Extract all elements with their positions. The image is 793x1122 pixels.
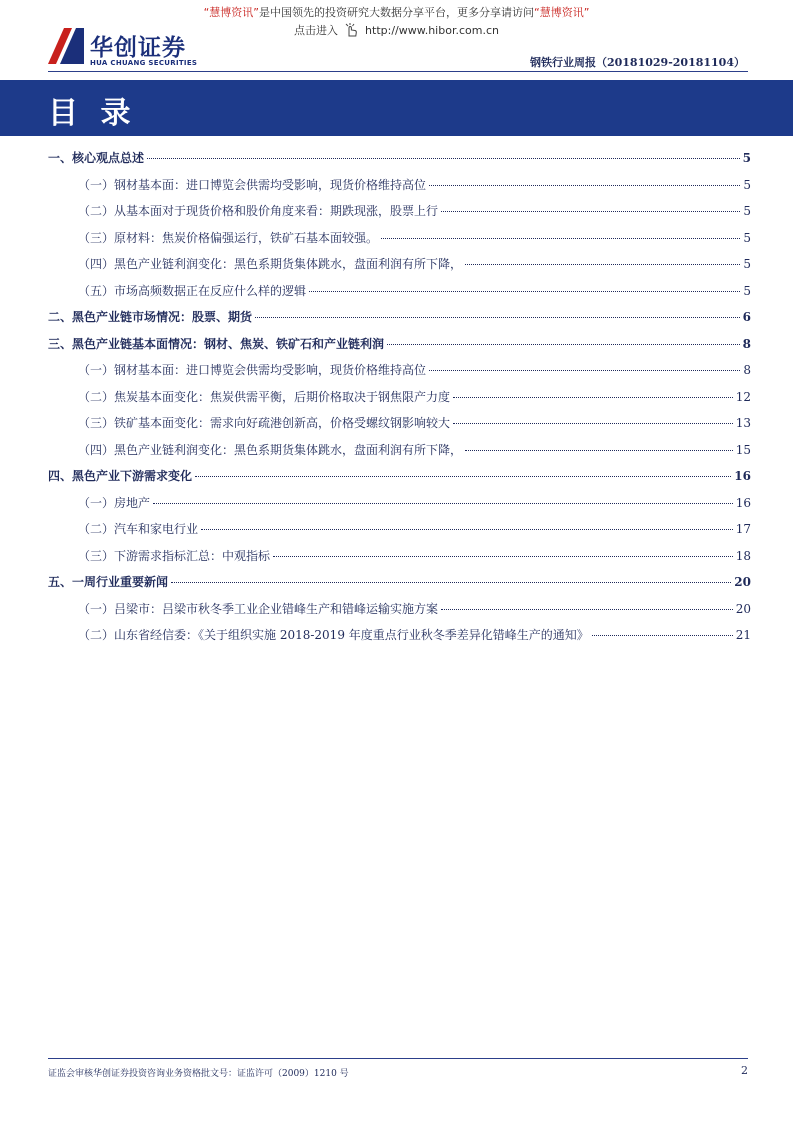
- toc-entry-page: 5: [743, 283, 751, 298]
- toc-entry[interactable]: [48, 572, 751, 599]
- table-of-contents: [48, 148, 751, 652]
- toc-entry-page: 13: [735, 416, 751, 430]
- toc-entry-title: （四）黑色产业链利润变化：黑色系期货集体跳水，盘面利润有所下降，: [78, 442, 463, 457]
- toc-entry-page: 15: [735, 442, 751, 457]
- banner-brand: “慧博资讯”: [203, 6, 259, 19]
- toc-leader-dots: [171, 582, 731, 583]
- toc-entry-page: 6: [742, 310, 751, 324]
- toc-entry[interactable]: [48, 440, 751, 467]
- toc-entry-title: （三）下游需求指标汇总：中观指标: [78, 548, 271, 563]
- toc-entry-title: （二）汽车和家电行业: [78, 522, 199, 536]
- toc-leader-dots: [273, 556, 733, 557]
- toc-entry-title: （一）房地产: [78, 495, 151, 510]
- toc-entry-page: 8: [743, 363, 751, 377]
- toc-leader-dots: [441, 609, 733, 610]
- toc-entry-page: 17: [735, 522, 751, 536]
- toc-entry-title: 四、黑色产业下游需求变化: [48, 469, 193, 483]
- toc-entry-page: 5: [743, 230, 751, 245]
- toc-entry-page: 5: [743, 177, 751, 192]
- promo-banner: [0, 4, 793, 20]
- toc-entry-page: 16: [735, 495, 751, 510]
- logo-name-cn: 华创证券: [90, 35, 186, 61]
- toc-entry[interactable]: [48, 599, 751, 626]
- toc-leader-dots: [309, 291, 740, 292]
- toc-entry-page: 18: [735, 548, 751, 563]
- toc-leader-dots: [201, 529, 733, 530]
- toc-entry[interactable]: [48, 625, 751, 652]
- toc-entry[interactable]: [48, 546, 751, 573]
- toc-entry-title: （三）原材料：焦炭价格偏强运行，铁矿石基本面较强。: [78, 230, 379, 245]
- toc-entry-page: 5: [743, 257, 751, 271]
- toc-entry[interactable]: [48, 360, 751, 387]
- toc-leader-dots: [441, 211, 740, 212]
- toc-entry-title: （二）从基本面对于现货价格和股价角度来看：期跌现涨，股票上行: [78, 204, 439, 218]
- toc-entry-page: 16: [734, 469, 751, 483]
- header-divider: [48, 71, 748, 72]
- toc-entry-title: 一、核心观点总述: [48, 151, 145, 165]
- click-text[interactable]: 点击进入: [294, 24, 339, 37]
- toc-entry[interactable]: [48, 413, 751, 440]
- logo-mark-icon: [48, 26, 86, 64]
- toc-entry[interactable]: [48, 334, 751, 361]
- pointing-hand-icon: [344, 23, 360, 37]
- toc-leader-dots: [429, 370, 740, 371]
- toc-entry-page: 20: [735, 601, 751, 616]
- toc-entry[interactable]: [48, 387, 751, 414]
- toc-entry[interactable]: [48, 254, 751, 281]
- toc-entry-title: （二）焦炭基本面变化：焦炭供需平衡，后期价格取决于钢焦限产力度: [78, 389, 451, 404]
- toc-leader-dots: [429, 185, 740, 186]
- toc-leader-dots: [465, 450, 733, 451]
- toc-entry-page: 8: [742, 336, 751, 351]
- company-logo: [48, 26, 198, 68]
- page-title: 目 录: [48, 96, 137, 131]
- toc-entry[interactable]: [48, 228, 751, 255]
- toc-entry-title: （三）铁矿基本面变化：需求向好疏港创新高，价格受螺纹钢影响较大: [78, 416, 451, 430]
- toc-leader-dots: [453, 397, 733, 398]
- toc-entry[interactable]: [48, 281, 751, 308]
- footer-page-number: 2: [741, 1064, 748, 1077]
- toc-entry-title: 二、黑色产业链市场情况：股票、期货: [48, 310, 253, 324]
- toc-entry-title: （一）吕梁市：吕梁市秋冬季工业企业错峰生产和错峰运输实施方案: [78, 601, 439, 616]
- footer-divider: [48, 1058, 748, 1059]
- toc-entry-title: （四）黑色产业链利润变化：黑色系期货集体跳水，盘面利润有所下降，: [78, 257, 463, 271]
- toc-entry-page: 5: [742, 151, 751, 165]
- toc-leader-dots: [153, 503, 733, 504]
- toc-entry-page: 21: [735, 628, 751, 642]
- toc-leader-dots: [381, 238, 740, 239]
- toc-entry-title: （五）市场高频数据正在反应什么样的逻辑: [78, 283, 307, 298]
- toc-entry-page: 12: [735, 389, 751, 404]
- banner-text: 是中国领先的投资研究大数据分享平台，更多分享请访问: [259, 6, 534, 19]
- banner-url-link[interactable]: http://www.hibor.com.cn: [365, 24, 499, 37]
- toc-entry[interactable]: [48, 307, 751, 334]
- toc-leader-dots: [387, 344, 740, 345]
- footer-license: 证监会审核华创证券投资咨询业务资格批文号：证监许可（2009）1210 号: [48, 1069, 349, 1079]
- toc-leader-dots: [195, 476, 731, 477]
- toc-entry[interactable]: [48, 175, 751, 202]
- toc-entry-title: 五、一周行业重要新闻: [48, 575, 169, 589]
- title-band: [0, 80, 793, 136]
- toc-entry-page: 5: [743, 204, 751, 218]
- banner-brand-2: “慧博资讯”: [534, 6, 590, 19]
- toc-entry[interactable]: [48, 201, 751, 228]
- toc-entry-title: （一）钢材基本面：进口博览会供需均受影响，现货价格维持高位: [78, 177, 427, 192]
- toc-leader-dots: [147, 158, 740, 159]
- toc-leader-dots: [453, 423, 733, 424]
- toc-entry[interactable]: [48, 493, 751, 520]
- toc-leader-dots: [255, 317, 740, 318]
- toc-entry[interactable]: [48, 519, 751, 546]
- toc-entry-title: （一）钢材基本面：进口博览会供需均受影响，现货价格维持高位: [78, 363, 427, 377]
- toc-entry[interactable]: [48, 466, 751, 493]
- toc-entry-title: 三、黑色产业链基本面情况：钢材、焦炭、铁矿石和产业链利润: [48, 336, 385, 351]
- toc-leader-dots: [592, 635, 733, 636]
- toc-leader-dots: [465, 264, 740, 265]
- toc-entry-title: （二）山东省经信委：《关于组织实施 2018-2019 年度重点行业秋冬季差异化错峰生产的通知》: [78, 628, 589, 642]
- report-title: 钢铁行业周报（20181029-20181104）: [529, 56, 745, 69]
- toc-entry[interactable]: [48, 148, 751, 175]
- logo-name-en: HUA CHUANG SECURITIES: [90, 59, 198, 67]
- toc-entry-page: 20: [734, 575, 751, 589]
